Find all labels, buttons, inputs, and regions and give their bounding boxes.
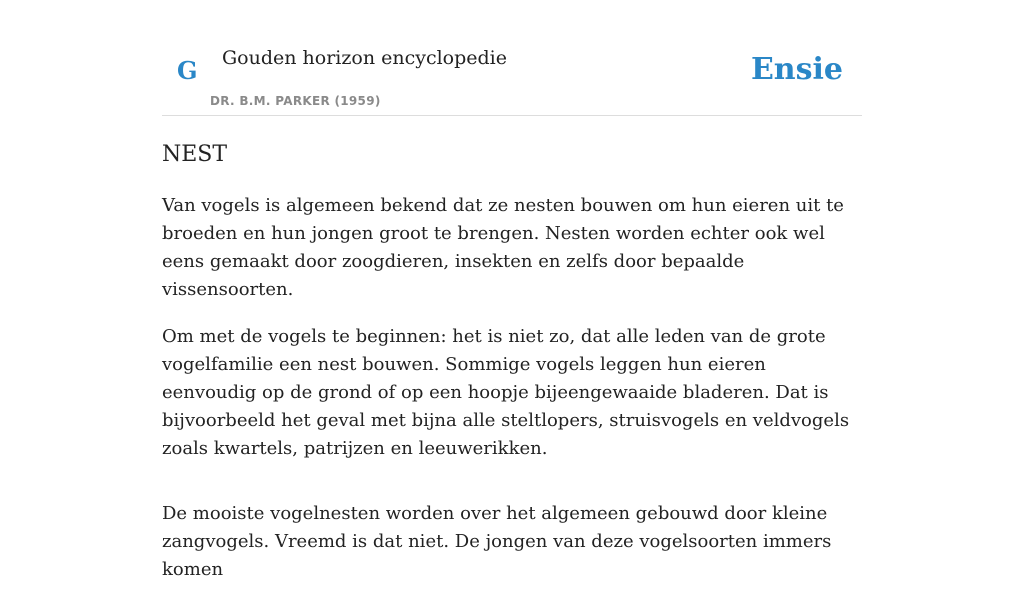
article-paragraph: Om met de vogels te beginnen: het is niet zo, dat alle leden van de grote vogelfamilie een nest bouwen. Sommige vogels leggen hun eieren eenvoudig op de grond of op een hoopje bijeengewaaide bladeren. Dat is bijvoorbeeld het geval met bijna alle steltlopers, struisvogels en veldvogels zoals kwartels, patrijzen en leeuwerikken. bbox=[162, 326, 850, 459]
encyclopedia-g-icon[interactable]: G bbox=[177, 56, 198, 85]
article-paragraph: De mooiste vogelnesten worden over het algemeen gebouwd door kleine zangvogels. Vreemd is dat niet. De jongen van deze vogelsoorten immers komen bbox=[162, 503, 832, 580]
article-body bbox=[162, 192, 862, 603]
header bbox=[162, 0, 862, 116]
author-label: DR. B.M. PARKER (1959) bbox=[210, 94, 381, 108]
ensie-logo-link[interactable]: Ensie bbox=[750, 52, 843, 87]
article-paragraph: Van vogels is algemeen bekend dat ze nesten bouwen om hun eieren uit te broeden en hun jongen groot te brengen. Nesten worden echter ook wel eens gemaakt door zoogdieren, insekten en zelfs door bepaalde vissensoorten. bbox=[162, 195, 844, 300]
article-title: NEST bbox=[162, 142, 228, 167]
page bbox=[162, 0, 862, 580]
book-title-link[interactable]: Gouden horizon encyclopedie bbox=[222, 47, 507, 69]
